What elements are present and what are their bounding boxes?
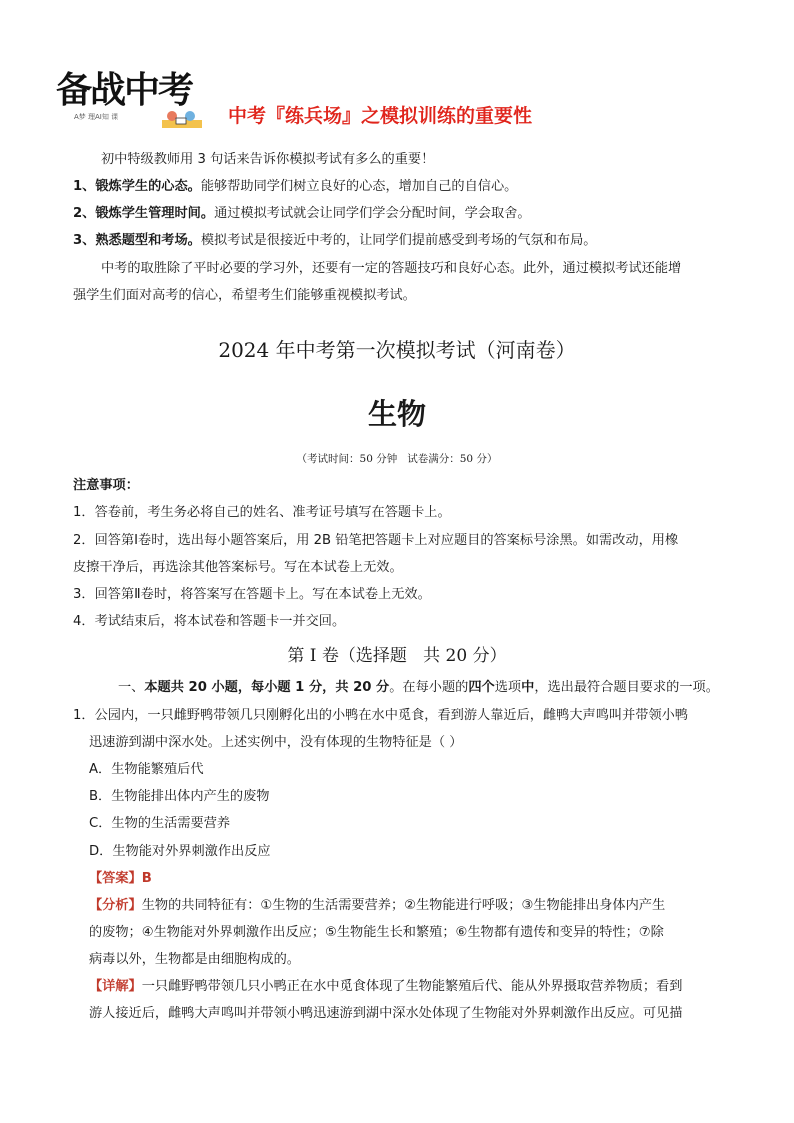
intro-paragraph-line-1: 中考的取胜除了平时必要的学习外，还要有一定的答题技巧和良好心态。此外，通过模拟考试还能增 xyxy=(101,261,682,276)
exam-meta: （考试时间：50 分钟 试卷满分：50 分） xyxy=(296,453,498,465)
point-head: 熟悉题型和考场。 xyxy=(95,233,201,248)
answer-label: 【答案】 xyxy=(89,871,142,886)
notice-item: 2．回答第Ⅰ卷时，选出每小题答案后，用 2B 铅笔把答题卡上对应题目的答案标号涂黑。如需改动，用橡 xyxy=(73,533,679,548)
intro-point-1 xyxy=(73,178,517,196)
section-instruction xyxy=(118,679,719,697)
instruction-text: 。在每小题的 xyxy=(389,680,469,695)
exam-title: 2024 年中考第一次模拟考试（河南卷） xyxy=(218,338,576,362)
reading-kids-icon xyxy=(160,108,204,130)
detail-text: 一只雌野鸭带领几只小鸭正在水中觅食体现了生物能繁殖后代、能从外界摄取营养物质；看到 xyxy=(141,979,683,994)
instruction-bold: 四个 xyxy=(468,680,495,695)
answer-line xyxy=(89,870,152,888)
detail-line-2: 游人接近后，雌鸭大声鸣叫并带领小鸭迅速游到湖中深水处体现了生物能对外界刺激作出反应。可见描 xyxy=(89,1006,683,1021)
notice-heading: 注意事项： xyxy=(73,478,139,493)
option-a: A．生物能繁殖后代 xyxy=(89,762,204,777)
point-num: 3、 xyxy=(73,233,96,248)
subject-title: 生物 xyxy=(367,397,426,431)
point-body: 模拟考试是很接近中考的，让同学们提前感受到考场的气氛和布局。 xyxy=(200,233,597,248)
answer-value: B xyxy=(141,871,152,886)
option-b: B．生物能排出体内产生的废物 xyxy=(89,789,270,804)
logo-subtext: A梦 理AI知 课 xyxy=(74,113,119,121)
intro-paragraph-line-2: 强学生们面对高考的信心，希望考生们能够重视模拟考试。 xyxy=(73,288,416,303)
point-num: 2、 xyxy=(73,206,96,221)
detail-label: 【详解】 xyxy=(89,979,142,994)
point-body: 能够帮助同学们树立良好的心态，增加自己的自信心。 xyxy=(200,179,518,194)
question-stem-line-1: 1．公园内，一只雌野鸭带领几只刚孵化出的小鸭在水中觅食，看到游人靠近后，雌鸭大声鸣叫并带领小鸭 xyxy=(73,708,689,723)
question-stem-line-2: 迅速游到湖中深水处。上述实例中，没有体现的生物特征是（ ） xyxy=(89,735,463,750)
notice-item: 1．答卷前，考生务必将自己的姓名、准考证号填写在答题卡上。 xyxy=(73,505,451,520)
notice-item: 3．回答第Ⅱ卷时，将答案写在答题卡上。写在本试卷上无效。 xyxy=(73,587,431,602)
brand-logo xyxy=(56,70,216,130)
section-heading: 第 I 卷（选择题 共 20 分） xyxy=(287,646,507,666)
analysis-line-1 xyxy=(89,897,665,915)
notice-item-continuation: 皮擦干净后，再选涂其他答案标号。写在本试卷上无效。 xyxy=(73,560,403,575)
point-body: 通过模拟考试就会让同学们学会分配时间，学会取舍。 xyxy=(214,206,531,221)
instruction-prefix: 一、 xyxy=(118,680,145,695)
point-head: 锻炼学生管理时间。 xyxy=(95,206,215,221)
option-d: D．生物能对外界刺激作出反应 xyxy=(89,844,271,859)
point-head: 锻炼学生的心态。 xyxy=(95,179,201,194)
intro-point-2 xyxy=(73,205,531,223)
intro-point-3 xyxy=(73,232,597,250)
banner-title: 中考『练兵场』之模拟训练的重要性 xyxy=(228,105,533,127)
instruction-text: ，选出最符合题目要求的一项。 xyxy=(534,680,719,695)
detail-line-1 xyxy=(89,978,682,996)
analysis-text: 生物的共同特征有：①生物的生活需要营养；②生物能进行呼吸；③生物能排出身体内产生 xyxy=(141,898,666,913)
analysis-label: 【分析】 xyxy=(89,898,142,913)
notice-item: 4．考试结束后，将本试卷和答题卡一并交回。 xyxy=(73,614,346,629)
instruction-bold: 本题共 20 小题，每小题 1 分，共 20 分 xyxy=(144,680,390,695)
intro-lead: 初中特级教师用 3 句话来告诉你模拟考试有多么的重要！ xyxy=(101,152,435,167)
instruction-bold: 中 xyxy=(521,680,535,695)
analysis-line-3: 病毒以外，生物都是由细胞构成的。 xyxy=(89,952,300,967)
instruction-text: 选项 xyxy=(494,680,522,695)
option-c: C．生物的生活需要营养 xyxy=(89,816,231,831)
point-num: 1、 xyxy=(73,179,96,194)
analysis-line-2: 的废物；④生物能对外界刺激作出反应；⑤生物能生长和繁殖；⑥生物都有遗传和变异的特性；⑦除 xyxy=(89,925,664,940)
logo-text: 备战中考 xyxy=(56,69,193,111)
